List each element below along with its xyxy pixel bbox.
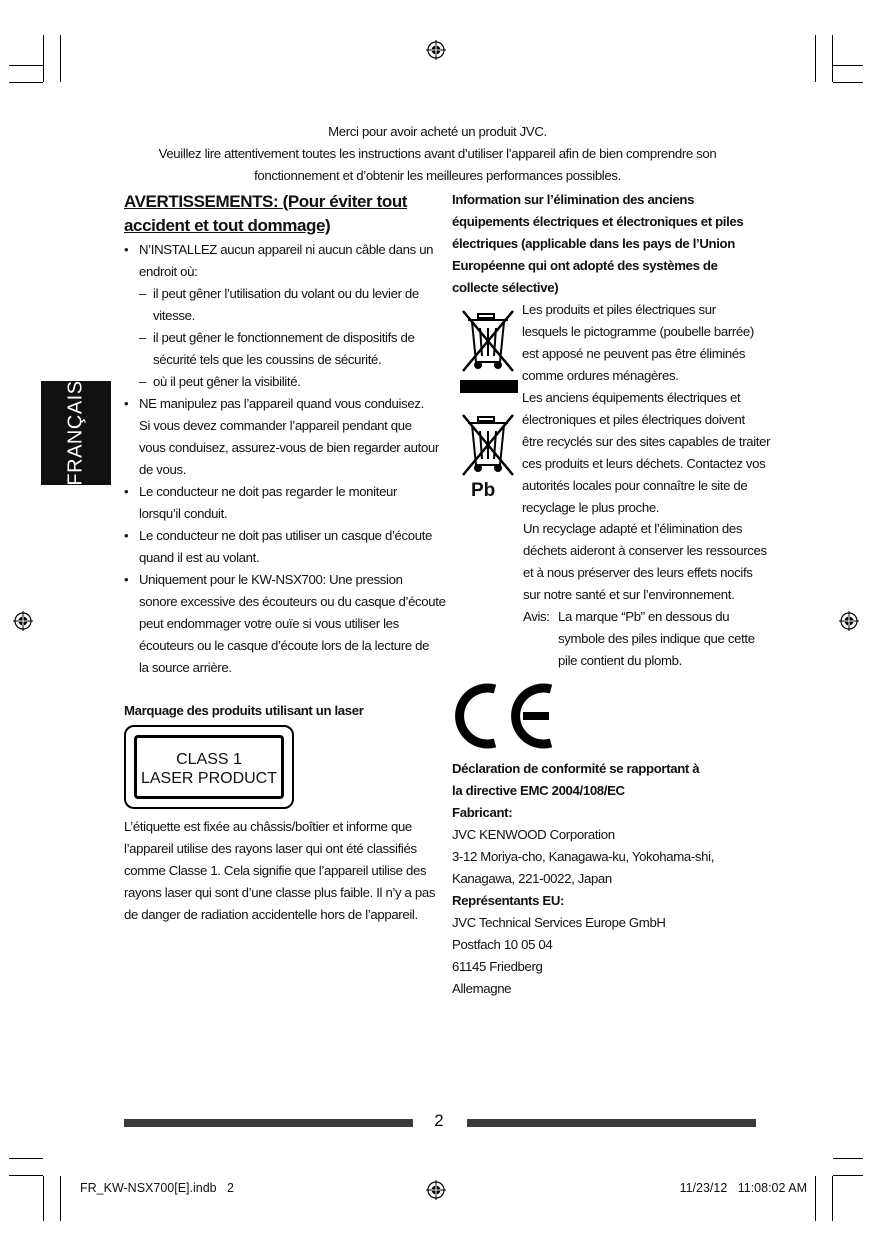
rep-label: Représentants EU: [452, 893, 565, 908]
avis-text: pile contient du plomb. [558, 653, 682, 668]
laser-text: comme Classe 1. Cela signifie que l’appareil utilise des [124, 863, 427, 878]
laser-label-line-2: LASER PRODUCT [140, 770, 278, 787]
warning-text: quand il est au volant. [139, 550, 260, 565]
rep-text: Allemagne [452, 981, 512, 996]
disposal-text: lesquels le pictogramme (poubelle barrée) [522, 324, 754, 339]
bullet-icon: • [124, 572, 129, 587]
rep-text: JVC Technical Services Europe GmbH [452, 915, 666, 930]
avis-text: symbole des piles indique que cette [558, 631, 755, 646]
warning-text: la source arrière. [139, 660, 232, 675]
language-tab-label: FRANÇAIS [64, 380, 87, 486]
disposal-text: sur notre santé et sur l’environnement. [523, 587, 735, 602]
disposal-heading: électriques (applicable dans les pays de l’Union [452, 236, 735, 251]
bullet-icon: • [124, 528, 129, 543]
bullet-icon: • [124, 396, 129, 411]
intro-line-3: fonctionnement et d’obtenir les meilleures performances possibles. [254, 168, 621, 183]
intro-line-2: Veuillez lire attentivement toutes les instructions avant d’utiliser l’appareil afin de bien comprendre son [158, 146, 717, 161]
dash-icon: – [139, 330, 146, 345]
laser-text: rayons laser qui sont d’une classe plus faible. Il n’y a pas [124, 885, 436, 900]
laser-text: de danger de radiation accidentelle hors de l’appareil. [124, 907, 418, 922]
warning-text: où il peut gêner la visibilité. [153, 374, 301, 389]
laser-text: L’étiquette est fixée au châssis/boîtier et informe que [124, 819, 412, 834]
warning-text: Si vous devez commander l’appareil pendant que [139, 418, 412, 433]
disposal-text: être recyclés sur des sites capables de traiter [522, 434, 771, 449]
conformity-heading: Déclaration de conformité se rapportant à [452, 761, 700, 776]
warnings-title-line-1: AVERTISSEMENTS: (Pour éviter tout [124, 192, 408, 211]
maker-text: Kanagawa, 221-0022, Japan [452, 871, 612, 886]
page-number: 2 [434, 1111, 444, 1130]
registration-mark-icon [839, 611, 859, 631]
disposal-heading: Information sur l’élimination des anciens [452, 192, 695, 207]
warning-text: Uniquement pour le KW-NSX700: Une pression [139, 572, 403, 587]
disposal-text: électroniques et piles électriques doivent [522, 412, 745, 427]
timestamp: 11/23/12 11:08:02 AM [679, 1181, 807, 1195]
dash-icon: – [139, 286, 146, 301]
pb-label: Pb [471, 480, 496, 501]
warning-text: de vous. [139, 462, 187, 477]
maker-text: 3-12 Moriya-cho, Kanagawa-ku, Yokohama-shi, [452, 849, 715, 864]
rep-text: Postfach 10 05 04 [452, 937, 553, 952]
bullet-icon: • [124, 242, 129, 257]
footer-bar-right [467, 1119, 756, 1127]
dash-icon: – [139, 374, 146, 389]
registration-mark-icon [426, 40, 446, 60]
disposal-heading: Européenne qui ont adopté des systèmes de [452, 258, 718, 273]
warning-text: vitesse. [153, 308, 195, 323]
warnings-title-line-2: accident et tout dommage) [124, 216, 331, 235]
warning-text: il peut gêner le fonctionnement de dispositifs de [153, 330, 415, 345]
disposal-text: Les produits et piles électriques sur [522, 302, 716, 317]
ce-mark-icon [451, 679, 557, 753]
crossed-bin-pb-icon [458, 413, 518, 479]
maker-label: Fabricant: [452, 805, 513, 820]
warning-text: il peut gêner l’utilisation du volant ou du levier de [153, 286, 419, 301]
language-tab [41, 381, 111, 485]
warning-text: NE manipulez pas l’appareil quand vous conduisez. [139, 396, 424, 411]
intro-line-1: Merci pour avoir acheté un produit JVC. [328, 124, 547, 139]
laser-heading: Marquage des produits utilisant un laser [124, 703, 364, 718]
registration-mark-icon [13, 611, 33, 631]
conformity-heading: la directive EMC 2004/108/EC [452, 783, 625, 798]
disposal-text: autorités locales pour connaître le site de [522, 478, 748, 493]
avis-label: Avis: [523, 609, 550, 624]
registration-mark-icon [426, 1180, 446, 1200]
disposal-heading: équipements électriques et électroniques et piles [452, 214, 744, 229]
disposal-text: comme ordures ménagères. [522, 368, 679, 383]
disposal-heading: collecte sélective) [452, 280, 559, 295]
warning-text: sécurité tels que les coussins de sécurité. [153, 352, 382, 367]
disposal-text: recyclage le plus proche. [522, 500, 660, 515]
disposal-text: est apposé ne peuvent pas être éliminés [522, 346, 746, 361]
warning-text: N’INSTALLEZ aucun appareil ni aucun câble dans un [139, 242, 434, 257]
warning-text: vous conduisez, assurez-vous de bien regarder autour [139, 440, 439, 455]
avis-text: La marque “Pb” en dessous du [558, 609, 730, 624]
warning-text: sonore excessive des écouteurs ou du casque d’écoute [139, 594, 446, 609]
warning-text: peut endommager votre ouïe si vous utiliser les [139, 616, 399, 631]
disposal-text: et à nous préserver des leurs effets nocifs [523, 565, 753, 580]
footer-bar-left [124, 1119, 413, 1127]
disposal-text: ces produits et leurs déchets. Contactez vos [522, 456, 766, 471]
laser-label [124, 725, 294, 809]
disposal-text: Les anciens équipements électriques et [522, 390, 741, 405]
warning-text: Le conducteur ne doit pas regarder le moniteur [139, 484, 398, 499]
laser-label-line-1: CLASS 1 [176, 751, 242, 768]
warning-text: endroit où: [139, 264, 198, 279]
file-name: FR_KW-NSX700[E].indb 2 [80, 1181, 235, 1195]
laser-text: l’appareil utilise des rayons laser qui ont été classifiés [124, 841, 417, 856]
warning-text: lorsqu’il conduit. [139, 506, 228, 521]
crossed-bin-icon [458, 306, 518, 394]
rep-text: 61145 Friedberg [452, 959, 543, 974]
disposal-text: Un recyclage adapté et l’élimination des [523, 521, 743, 536]
bullet-icon: • [124, 484, 129, 499]
warning-text: Le conducteur ne doit pas utiliser un casque d’écoute [139, 528, 433, 543]
maker-text: JVC KENWOOD Corporation [452, 827, 615, 842]
warning-text: écouteurs ou le casque d’écoute lors de la lecture de [139, 638, 430, 653]
disposal-text: déchets aideront à conserver les ressources [523, 543, 767, 558]
